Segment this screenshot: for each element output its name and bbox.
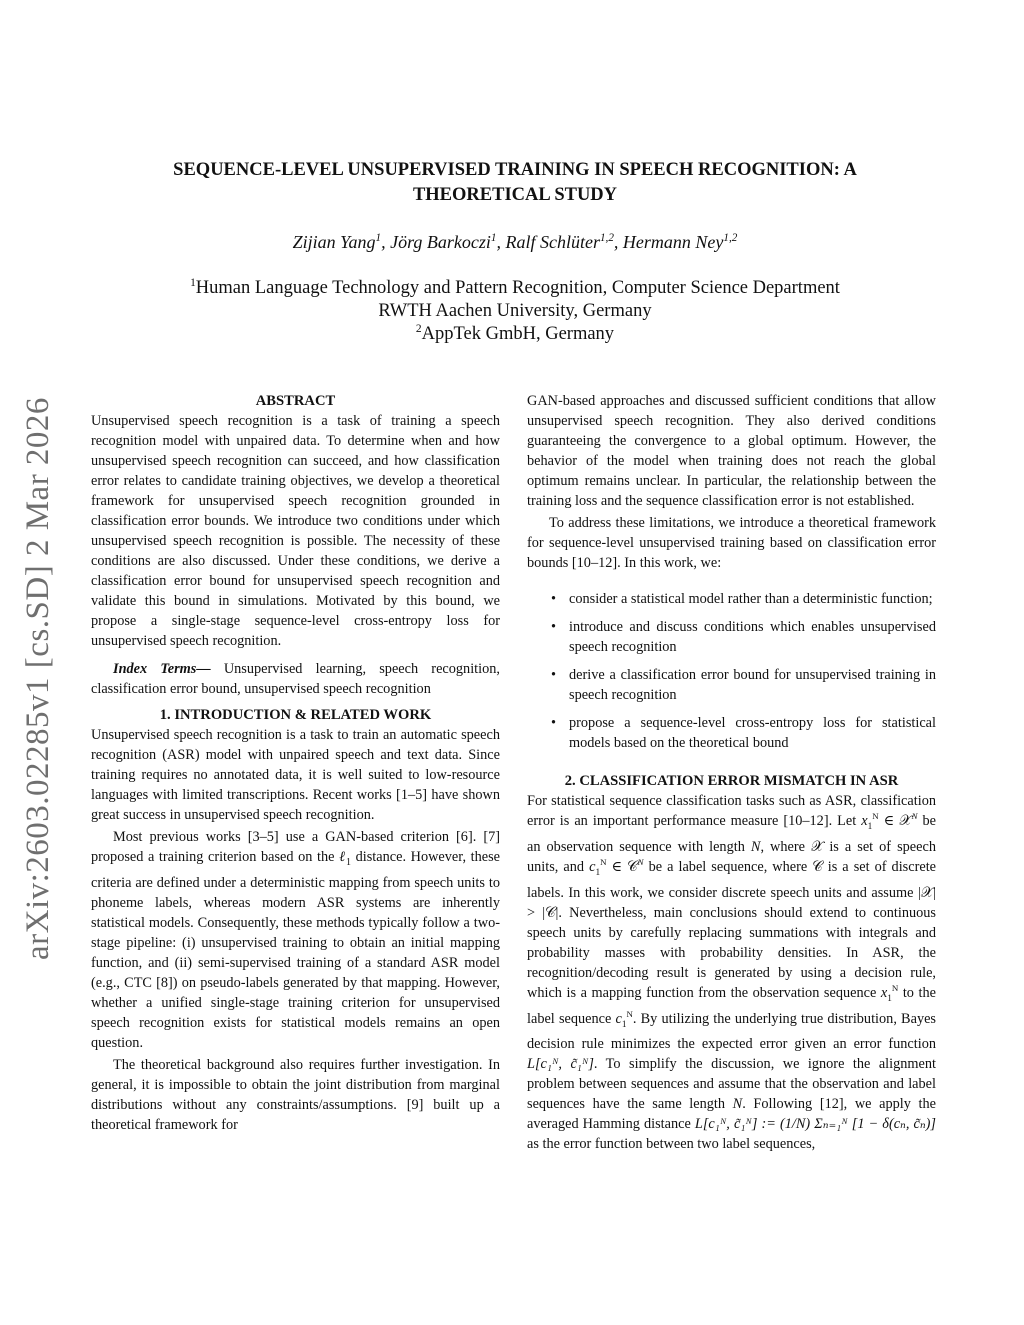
list-item: • introduce and discuss conditions which enables unsupervised speech recognition xyxy=(551,619,936,655)
list-item: • consider a statistical model rather than a deterministic function; xyxy=(551,591,933,607)
paper-title xyxy=(90,158,940,208)
section-2-paragraph-1: For statistical sequence classification tasks such as ASR, classification error is an important performance measure [10–12]. Let $x_1^N$ ∈ 𝒳$^N$ be an observation sequence with length N, where 𝒳 is a set of speech units, and $c_1^N$ ∈ 𝒞$^N$ be a label sequence, where 𝒞 is a set of discrete labels. In this work, we consider discrete speech units and assume |𝒳| > |𝒞|. Nevertheless, main conclusions should extend to continuous speech units by carefully replacing summations with integrals and probability masses with probability densities. In ASR, the recognition/decoding result is generated by using a decision rule, which is a mapping function from the observation sequence $x_1^N$ to the label sequence $c_1^N$. By utilizing the underlying true distribution, Bayes decision rule minimizes the expected error given an error function L[c₁ᴺ, c̃₁ᴺ]. To simplify the discussion, we ignore the alignment problem between sequences and assume that the observation and label sequences have the same length N. Following [12], we apply the averaged Hamming distance L[c₁ᴺ, c̃₁ᴺ] := (1/N) Σₙ₌₁ᴺ [1 − δ(cₙ, c̃ₙ)] as the error function between two label sequences, xyxy=(527,793,937,1153)
loss-function: L[c₁ᴺ, c̃₁ᴺ] xyxy=(527,1056,594,1073)
intro-paragraph-2: Most previous works [3–5] use a GAN-based criterion [6]. [7] proposed a training criterion based on the ℓ$_1$ distance. However, these criteria are defined under a deterministic mapping from speech units to phoneme labels, whereas modern ASR systems are inherently statistical models. Consequently, these methods typically follow a two-stage pipeline: (i) unsupervised training to obtain an initial mapping function, and (ii) semi-supervised training of a standard ASR model (e.g., CTC [8]) on pseudo-labels generated by that mapping. However, whether a unified single-stage training criterion for unsupervised speech recognition exists for statistical models remains an open question. xyxy=(91,829,500,1051)
author-list xyxy=(90,229,940,255)
abstract-heading: ABSTRACT xyxy=(255,393,336,409)
hamming-distance-formula: L[c₁ᴺ, c̃₁ᴺ] := (1/N) Σₙ₌₁ᴺ [1 − δ(cₙ, c̃ₙ)] xyxy=(694,1116,936,1133)
list-item: • propose a sequence-level cross-entropy loss for statistical models based on the theoretical bound xyxy=(551,715,936,751)
affiliations xyxy=(90,277,940,346)
intro-paragraph-1: Unsupervised speech recognition is a task to train an automatic speech recognition (ASR) model with unpaired speech and text data. Since training requires no annotated data, it is well suited to low-resource languages with limited transcriptions. Recent works [1–5] have shown great success in unsupervised speech recognition. xyxy=(91,727,500,823)
intro-paragraph-3: The theoretical background also requires further investigation. In general, it is impossible to obtain the joint distribution from marginal distributions without any constraints/assumptions. [9] built up a theoretical framework for xyxy=(91,1056,500,1133)
affiliation-2: $^2$AppTek GmbH, Germany xyxy=(415,322,615,344)
title-line-1: SEQUENCE-LEVEL UNSUPERVISED TRAINING IN SPEECH RECOGNITION: A xyxy=(173,160,857,180)
affiliation-1: $^1$Human Language Technology and Pattern Recognition, Computer Science Department xyxy=(190,276,840,298)
index-terms-text: Unsupervised learning, speech recognition, classification error bound, unsupervised speech recognition xyxy=(91,661,500,697)
intro-paragraph-5: To address these limitations, we introduce a theoretical framework for sequence-level unsupervised training based on classification error bounds [10–12]. In this work, we: xyxy=(527,515,936,571)
intro-paragraph-4: GAN-based approaches and discussed sufficient conditions that allow unsupervised speech recognition. They also derived conditions guaranteeing the convergence to a global optimum. However, the behavior of the model when training does not reach the global optimum remains unclear. In particular, the relationship between the training loss and the sequence classification error is not established. xyxy=(527,393,936,509)
affiliation-1-line-2: RWTH Aachen University, Germany xyxy=(378,301,652,321)
author: Jörg Barkoczi$^1$, xyxy=(390,232,506,252)
index-terms xyxy=(91,659,500,699)
right-column xyxy=(527,391,936,1154)
section-2-heading: 2. CLASSIFICATION ERROR MISMATCH IN ASR xyxy=(564,773,899,789)
author: Ralf Schlüter$^{1,2}$, xyxy=(505,232,623,252)
contribution-list xyxy=(527,589,936,753)
title-line-2: THEORETICAL STUDY xyxy=(412,185,618,205)
left-column xyxy=(91,391,500,1135)
list-item: • derive a classification error bound for unsupervised training in speech recognition xyxy=(551,667,936,703)
author: Hermann Ney$^{1,2}$ xyxy=(622,232,738,252)
index-terms-label: Index Terms— xyxy=(113,661,211,677)
abstract-text: Unsupervised speech recognition is a task of training a speech recognition model with unpaired data. To determine when and how unsupervised speech recognition can succeed, and how classification error relates to candidate training objectives, we develop a theoretical framework for unsupervised speech recognition grounded in classification error bounds. We introduce two conditions under which unsupervised speech recognition is possible. The necessity of these conditions are also discussed. Under these conditions, we derive a classification error bound for unsupervised speech recognition and validate this bound in simulations. Motivated by this bound, we propose a single-stage sequence-level cross-entropy loss for unsupervised speech recognition. xyxy=(91,413,500,649)
section-1-heading: 1. INTRODUCTION & RELATED WORK xyxy=(159,707,432,723)
author: Zijian Yang$^1$, xyxy=(292,232,391,252)
arxiv-stamp: arXiv:2603.02285v1 [cs.SD] 2 Mar 2026 xyxy=(20,397,56,960)
